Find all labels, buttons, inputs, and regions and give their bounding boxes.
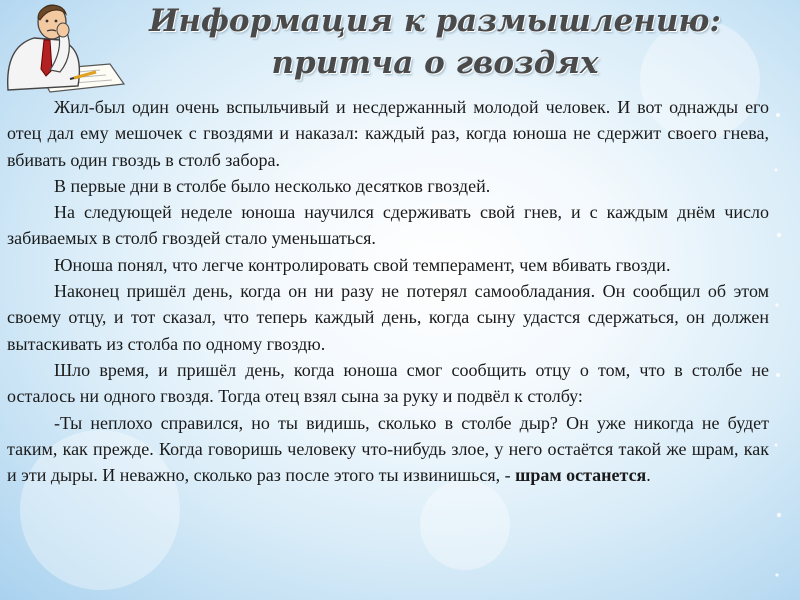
sparkles-icon xyxy=(770,95,786,595)
paragraph: Юноша понял, что легче контролировать свой темперамент, чем вбивать гвозди. xyxy=(54,254,671,275)
final-period: . xyxy=(646,465,651,486)
final-paragraph xyxy=(7,410,769,489)
moral-emphasis: шрам останется xyxy=(515,465,647,486)
title-line-1: Информация к размышлению: xyxy=(149,3,721,39)
background-bokeh xyxy=(420,480,510,570)
final-paragraph-text: -Ты неплохо справился, но ты видишь, сколько в столбе дыр? Он уже никогда не будет таким, как прежде. Когда говоришь человеку что-нибудь злое, у него остаётся такой же шрам, как и эти дыры. И неважно, сколько раз после этого ты извинишься, - xyxy=(7,412,769,486)
title-line-2: притча о гвоздях xyxy=(271,45,599,81)
paragraph: На следующей неделе юноша научился сдерживать свой гнев, и с каждым днём число забиваемых в столб гвоздей стало уменьшаться. xyxy=(7,202,769,249)
paragraph: Шло время, и пришёл день, когда юноша смог сообщить отцу о том, что в столбе не осталось ни одного гвоздя. Тогда отец взял сына за руку и подвёл к столбу: xyxy=(7,359,769,407)
slide-title xyxy=(100,0,770,84)
paragraph: Наконец пришёл день, когда он ни разу не потерял самообладания. Он сообщил об этом своему отцу, и тот сказал, что теперь каждый день, когда сыну удастся сдержаться, он должен вытаскивать из столба по одному гвоздю. xyxy=(7,281,769,354)
paragraph: В первые дни в столбе было несколько десятков гвоздей. xyxy=(54,175,491,196)
parable-text xyxy=(7,94,769,488)
paragraph: Жил-был один очень вспыльчивый и несдержанный молодой человек. И вот однажды его отец дал ему мешочек с гвоздями и наказал: каждый раз, когда юноша не сдержит своего гнева, вбивать один гвоздь в столб забора. xyxy=(7,97,769,170)
